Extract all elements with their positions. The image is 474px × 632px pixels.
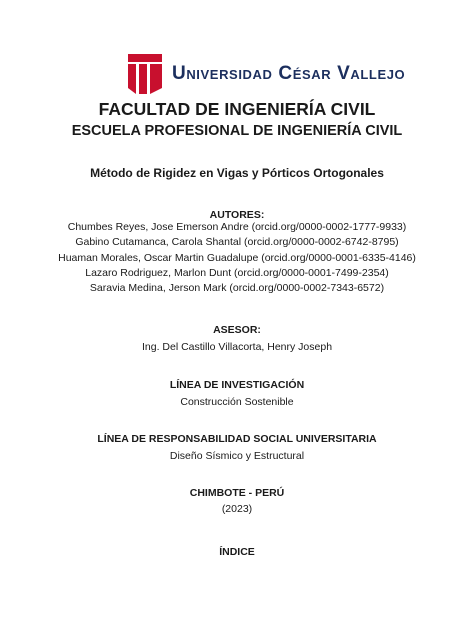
research-line-value: Construcción Sostenible (180, 396, 294, 408)
author-item: Gabino Cutamanca, Carola Shantal (orcid.org/0000-0002-6742-8795) (75, 236, 399, 249)
social-line-heading: LÍNEA DE RESPONSABILIDAD SOCIAL UNIVERSITARIA (97, 433, 377, 445)
advisor-heading: ASESOR: (213, 324, 261, 336)
location: CHIMBOTE - PERÚ (189, 487, 285, 499)
social-line-value: Diseño Sísmico y Estructural (169, 450, 305, 462)
author-item: Saravia Medina, Jerson Mark (orcid.org/0000-0002-7343-6572) (89, 282, 385, 295)
authors-heading: AUTORES: (209, 209, 265, 221)
author-item: Chumbes Reyes, Jose Emerson Andre (orcid.org/0000-0002-1777-9933) (67, 221, 407, 233)
index-heading: ÍNDICE (219, 546, 255, 558)
ucv-emblem-icon (128, 54, 162, 94)
document-title: Método de Rigidez en Vigas y Pórticos Ortogonales (90, 166, 384, 180)
year: (2023) (221, 503, 253, 515)
advisor-name: Ing. Del Castillo Villacorta, Henry Joseph (141, 341, 333, 353)
research-line-heading: LÍNEA DE INVESTIGACIÓN (169, 379, 305, 391)
school-title: ESCUELA PROFESIONAL DE INGENIERÍA CIVIL (71, 123, 403, 139)
faculty-title: FACULTAD DE INGENIERÍA CIVIL (98, 99, 376, 119)
authors-list (0, 220, 474, 296)
university-logo (128, 54, 405, 94)
author-item: Huaman Morales, Oscar Martin Guadalupe (orcid.org/0000-0001-6335-4146) (58, 251, 416, 264)
author-item: Lazaro Rodriguez, Marlon Dunt (orcid.org/0000-0001-7499-2354) (85, 266, 389, 279)
university-name: Universidad César Vallejo (172, 63, 406, 84)
